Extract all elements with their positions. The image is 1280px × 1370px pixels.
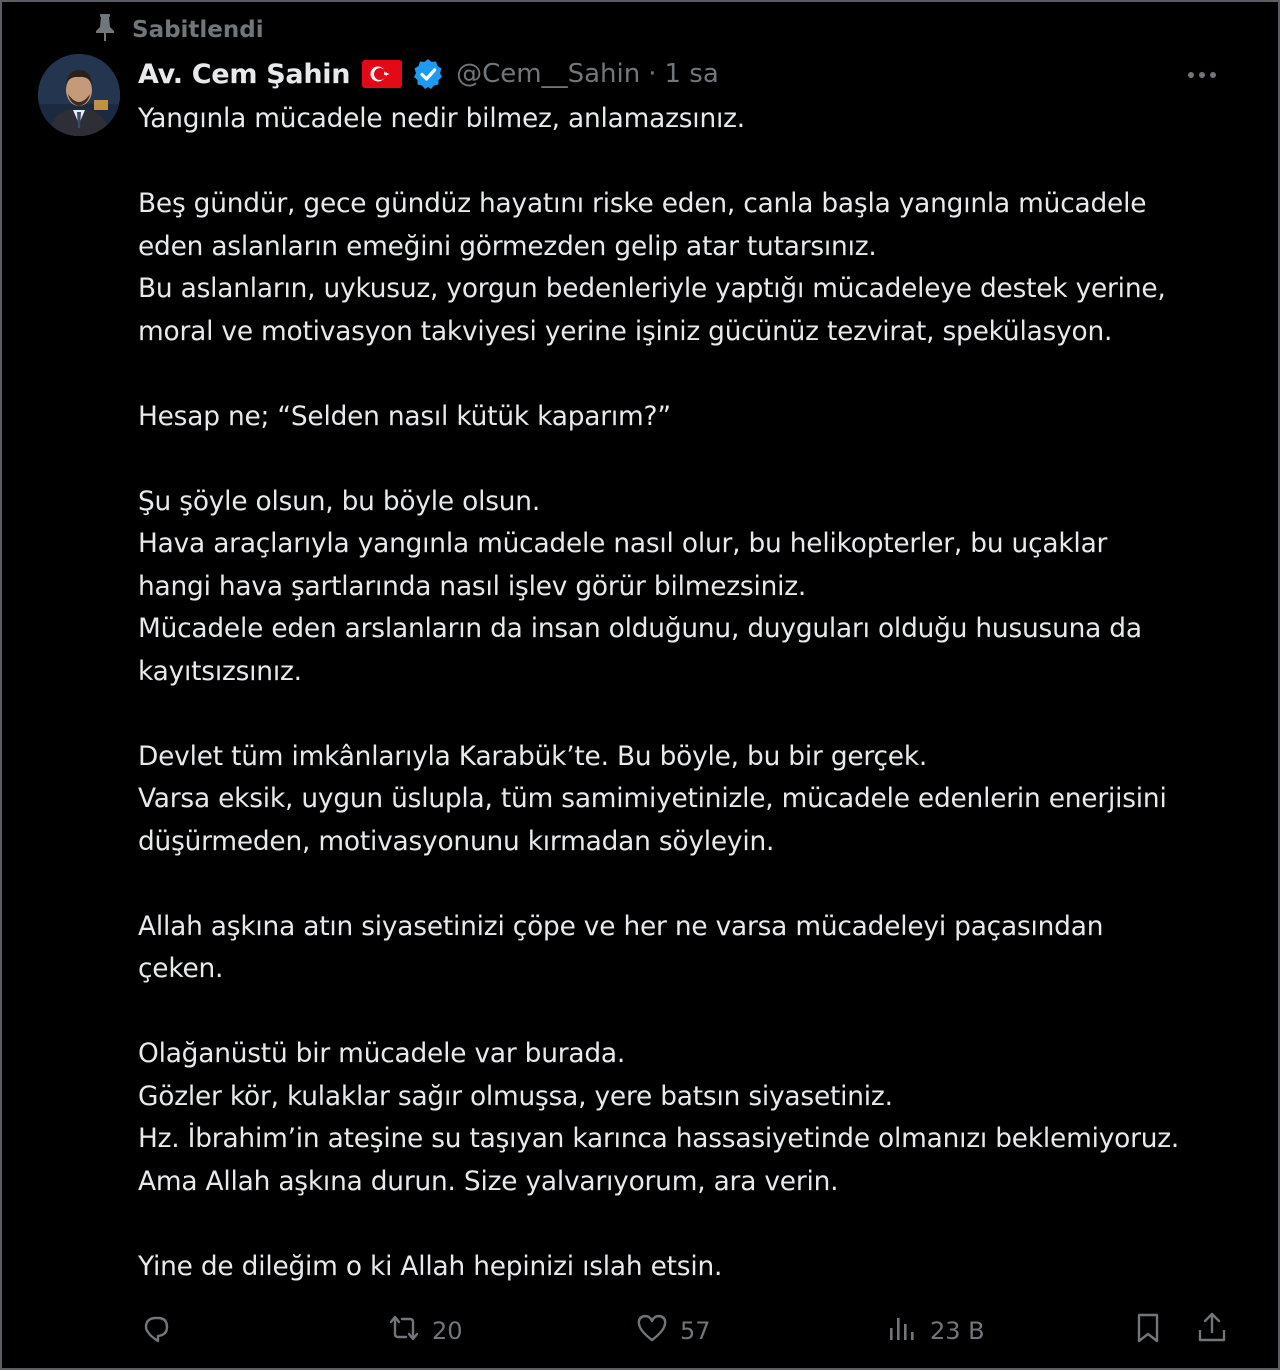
tweet-text-line: moral ve motivasyon takviyesi yerine işiniz gücünüz tezvirat, spekülasyon. <box>138 315 1113 347</box>
tweet-text-line: Hz. İbrahim’in ateşine su taşıyan karınca hassasiyetinde olmanızı beklemiyoruz. <box>138 1123 1180 1154</box>
bookmark-icon <box>1130 1310 1166 1352</box>
paragraph-gap <box>138 991 1258 1034</box>
pinned-label: Sabitlendi <box>132 17 264 43</box>
tweet-text-line: Devlet tüm imkânlarıyla Karabük’te. Bu böyle, bu bir gerçek. <box>138 740 928 772</box>
share-button[interactable] <box>1194 1306 1230 1356</box>
author-display-name[interactable]: Av. Cem Şahin <box>138 58 351 90</box>
tweet-text-line: Şu şöyle olsun, bu böyle olsun. <box>138 485 541 517</box>
more-icon[interactable] <box>1182 60 1222 90</box>
tweet-text-line: eden aslanların emeğini görmezden gelip atar tutarsınız. <box>138 230 877 262</box>
paragraph-gap <box>138 438 1258 481</box>
retweet-icon <box>386 1310 422 1352</box>
tweet-text-line: Yangınla mücadele nedir bilmez, anlamazsınız. <box>138 103 745 134</box>
pin-icon <box>92 12 118 48</box>
tweet-time[interactable]: 1 sa <box>664 59 719 89</box>
views-button[interactable] <box>884 1306 985 1356</box>
tweet-text-line: Hava araçlarıyla yangınla mücadele nasıl olur, bu helikopterler, bu uçaklar <box>138 528 1108 559</box>
avatar[interactable] <box>38 54 120 136</box>
tweet-text-line: hangi hava şartlarında nasıl işlev görür bilmezsiniz. <box>138 570 807 602</box>
tweet-header <box>138 54 1250 94</box>
author-handle[interactable]: @Cem__Sahin <box>456 59 641 89</box>
tweet-text-line: Allah aşkına atın siyasetinizi çöpe ve her ne varsa mücadeleyi paçasından <box>138 910 1104 942</box>
reply-icon <box>138 1310 174 1352</box>
tweet-text-line: kayıtsızsınız. <box>138 655 302 687</box>
header-separator: · <box>648 59 657 89</box>
retweet-count: 20 <box>432 1317 463 1345</box>
tweet-text-line: Hesap ne; “Selden nasıl kütük kaparım?” <box>138 400 671 432</box>
retweet-button[interactable] <box>386 1306 463 1356</box>
tweet-text-line: düşürmeden, motivasyonunu kırmadan söyleyin. <box>138 825 775 857</box>
tweet-text-line: Yine de dileğim o ki Allah hepinizi ıslah etsin. <box>138 1250 723 1282</box>
tweet-text-line: Mücadele eden arslanların da insan olduğunu, duyguları olduğu hususuna da <box>138 613 1142 644</box>
tweet-text <box>138 98 1258 1288</box>
pinned-indicator <box>92 12 264 48</box>
bookmark-button[interactable] <box>1130 1306 1166 1356</box>
like-count: 57 <box>680 1317 711 1345</box>
tweet-text-line: Bu aslanların, uykusuz, yorgun bedenleriyle yaptığı mücadeleye destek yerine, <box>138 273 1166 304</box>
heart-icon <box>634 1310 670 1352</box>
tweet-text-line: Ama Allah aşkına durun. Size yalvarıyorum, ara verin. <box>138 1165 839 1197</box>
tweet-text-line: Gözler kör, kulaklar sağır olmuşsa, yere batsın siyasetiniz. <box>138 1080 893 1112</box>
tweet-text-line: Beş gündür, gece gündüz hayatını riske eden, canla başla yangınla mücadele <box>138 188 1147 219</box>
views-chart-icon <box>884 1310 920 1352</box>
turkey-flag-icon <box>362 60 402 88</box>
paragraph-gap <box>138 141 1258 184</box>
paragraph-gap <box>138 863 1258 906</box>
tweet-text-line: çeken. <box>138 953 224 984</box>
tweet-actions <box>138 1306 1238 1356</box>
paragraph-gap <box>138 353 1258 396</box>
reply-button[interactable] <box>138 1306 184 1356</box>
like-button[interactable] <box>634 1306 711 1356</box>
views-count: 23 B <box>930 1317 985 1345</box>
share-icon <box>1194 1310 1230 1352</box>
paragraph-gap <box>138 1203 1258 1246</box>
tweet-text-line: Olağanüstü bir mücadele var burada. <box>138 1038 626 1069</box>
paragraph-gap <box>138 693 1258 736</box>
tweet-text-line: Varsa eksik, uygun üslupla, tüm samimiyetinizle, mücadele edenlerin enerjisini <box>138 783 1167 814</box>
verified-badge-icon <box>412 58 444 90</box>
